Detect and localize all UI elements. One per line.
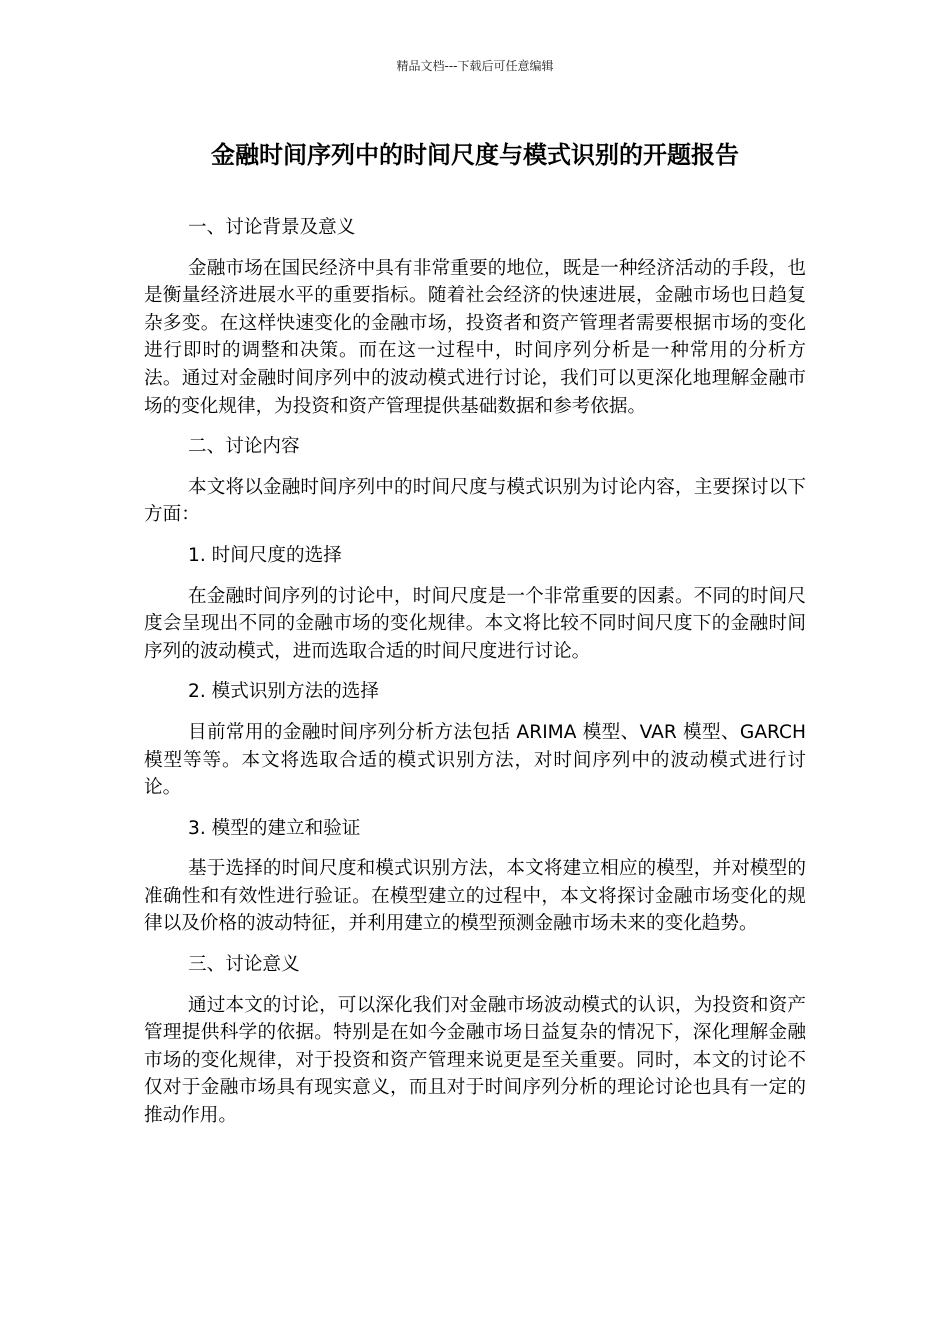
section-heading-significance: 三、讨论意义 <box>188 954 300 976</box>
paragraph-time-scale: 在金融时间序列的讨论中，时间尺度是一个非常重要的因素。不同的时间尺度会呈现出不同的金融市场的变化规律。本文将比较不同时间尺度下的金融时间序列的波动模式，进而选取合适的时间尺度进行讨论。 <box>144 585 806 662</box>
header-note: 精品文档---下载后可任意编辑 <box>396 59 554 73</box>
subsection-heading-time-scale: 1. 时间尺度的选择 <box>188 544 342 566</box>
paragraph-content-intro: 本文将以金融时间序列中的时间尺度与模式识别为讨论内容，主要探讨以下方面： <box>144 476 806 526</box>
paragraph-significance: 通过本文的讨论，可以深化我们对金融市场波动模式的认识，为投资和资产管理提供科学的依据。特别是在如今金融市场日益复杂的情况下，深化理解金融市场的变化规律，对于投资和资产管理来说更是至关重要。同时，本文的讨论不仅对于金融市场具有现实意义，而且对于时间序列分析的理论讨论也具有一定的推动作用。 <box>144 994 806 1127</box>
paragraph-model: 基于选择的时间尺度和模式识别方法，本文将建立相应的模型，并对模型的准确性和有效性进行验证。在模型建立的过程中，本文将探讨金融市场变化的规律以及价格的波动特征，并利用建立的模型预测金融市场未来的变化趋势。 <box>144 858 806 935</box>
paragraph-background: 金融市场在国民经济中具有非常重要的地位，既是一种经济活动的手段，也是衡量经济进展水平的重要指标。随着社会经济的快速进展，金融市场也日趋复杂多变。在这样快速变化的金融市场，投资者和资产管理者需要根据市场的变化进行即时的调整和决策。而在这一过程中，时间序列分析是一种常用的分析方法。通过对金融时间序列中的波动模式进行讨论，我们可以更深化地理解金融市场的变化规律，为投资和资产管理提供基础数据和参考依据。 <box>144 257 806 417</box>
subsection-heading-model: 3. 模型的建立和验证 <box>188 817 361 839</box>
document-body <box>144 214 806 1143</box>
document-title: 金融时间序列中的时间尺度与模式识别的开题报告 <box>211 141 739 169</box>
paragraph-pattern-method: 目前常用的金融时间序列分析方法包括 ARIMA 模型、VAR 模型、GARCH 模型等等。本文将选取合适的模式识别方法，对时间序列中的波动模式进行讨论。 <box>144 721 806 799</box>
section-heading-content: 二、讨论内容 <box>188 436 300 458</box>
section-heading-background: 一、讨论背景及意义 <box>188 217 356 238</box>
subsection-heading-pattern-method: 2. 模式识别方法的选择 <box>188 681 379 703</box>
